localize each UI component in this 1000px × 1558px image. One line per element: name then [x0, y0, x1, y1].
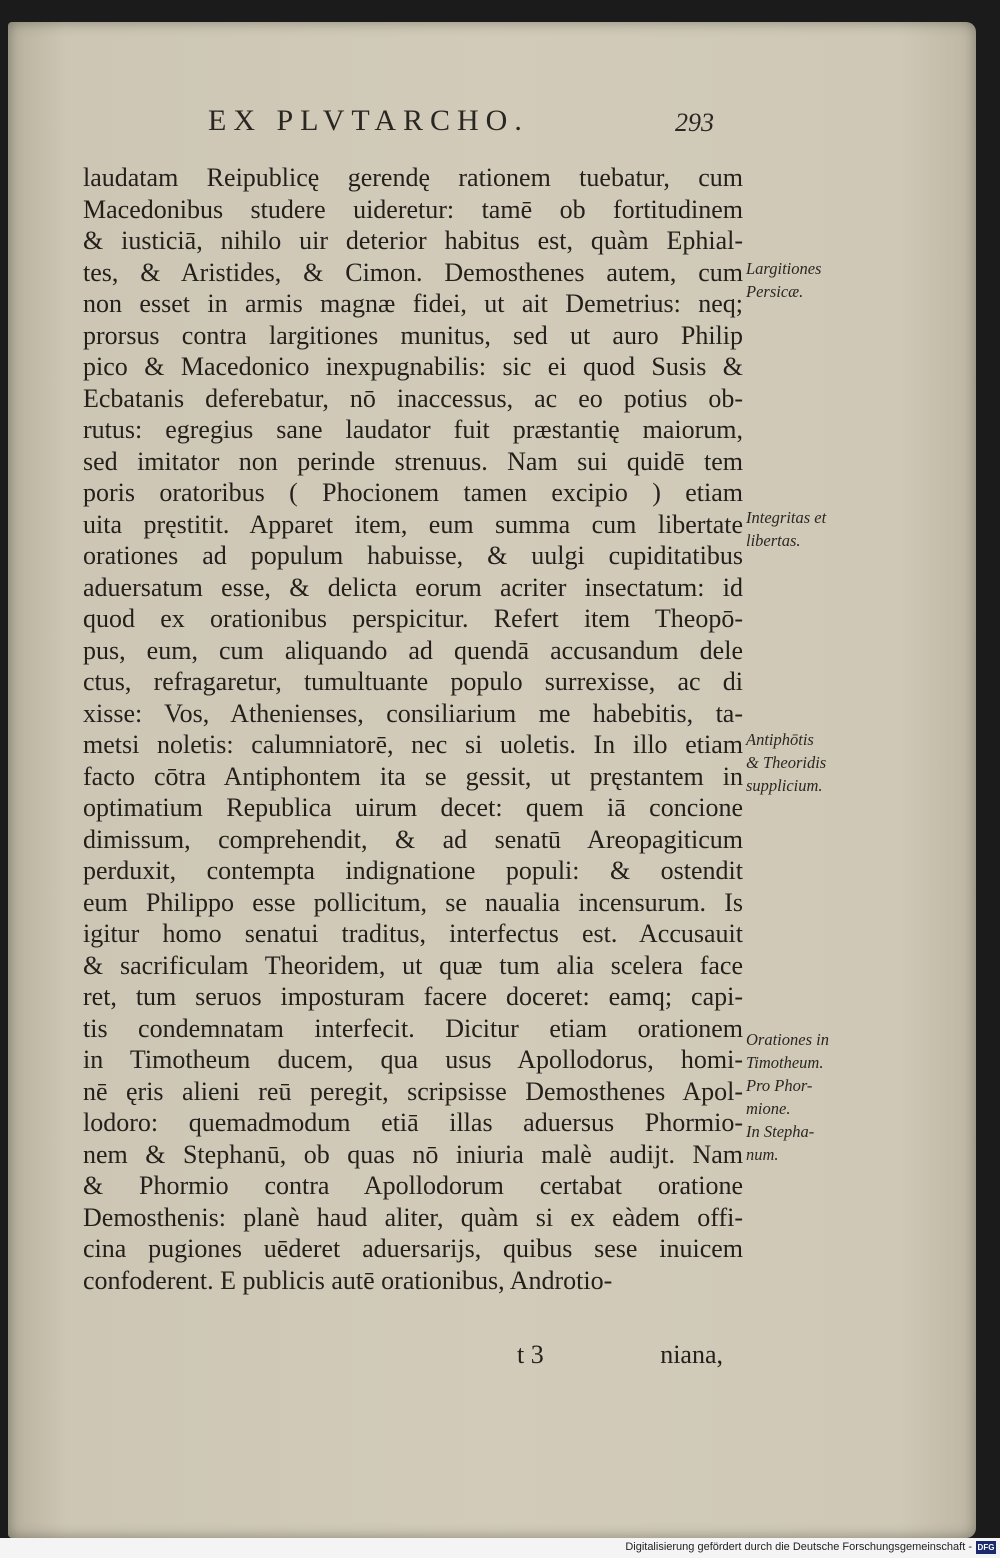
signature-mark: t 3: [517, 1340, 544, 1369]
text-line: nem & Stephanū, ob quas nō iniuria malè audijt. Nam: [83, 1139, 743, 1169]
funding-credit: Digitalisierung gefördert durch die Deutsche Forschungsgemeinschaft -: [625, 1541, 972, 1553]
margin-note-line: Integritas et: [746, 508, 827, 527]
text-line: sed imitator non perinde strenuus. Nam sui quidē tem: [83, 446, 743, 476]
text-line: pico & Macedonico inexpugnabilis: sic ei quod Susis &: [83, 352, 743, 381]
text-line: aduersatum esse, & delicta eorum acriter insectatum: id: [83, 572, 743, 602]
text-line: poris oratoribus ( Phocionem tamen excipio ) etiam: [83, 478, 743, 507]
book-page: [8, 22, 976, 1538]
margin-note-line: & Theoridis: [746, 753, 827, 772]
text-line: eum Philippo esse pollicitum, se naualia incensurum. Is: [83, 887, 743, 917]
margin-note-line: num.: [746, 1145, 779, 1164]
text-line: facto cōtra Antiphontem ita se gessit, ut pręstantem in: [83, 761, 743, 791]
text-line: xisse: Vos, Athenienses, consiliarium me habebitis, ta-: [83, 698, 743, 728]
text-line: non esset in armis magnæ fidei, ut ait Demetrius: neq;: [83, 289, 743, 318]
text-line: in Timotheum ducem, qua usus Apollodorus, homi-: [83, 1045, 743, 1074]
text-line: & iusticiā, nihilo uir deterior habitus est, quàm Ephial-: [83, 226, 743, 255]
text-line: ctus, refragaretur, tumultuante populo surrexisse, ac di: [83, 667, 743, 696]
text-line: lodoro: quemadmodum etiā illas aduersus Phormio-: [83, 1108, 743, 1137]
margin-note-line: supplicium.: [746, 776, 823, 795]
footer-bar: [0, 1538, 1000, 1558]
text-line: uita pręstitit. Apparet item, eum summa cum libertate: [83, 509, 743, 539]
margin-note-line: Antiphōtis: [746, 730, 814, 749]
text-line: nē ęris alieni reū peregit, scripsisse Demosthenes Apol-: [83, 1076, 743, 1106]
running-head: EX PLVTARCHO.: [208, 104, 529, 137]
text-line: & Phormio contra Apollodorum certabat oratione: [83, 1171, 743, 1200]
text-line: Macedonibus studere uideretur: tamē ob fortitudinem: [83, 194, 743, 224]
margin-note-line: Timotheum.: [746, 1053, 824, 1072]
main-text-block: [83, 162, 743, 1296]
text-line: & sacrificulam Theoridem, ut quæ tum alia scelera face: [83, 950, 743, 980]
text-line: igitur homo senatui traditus, interfectus est. Accusauit: [83, 919, 743, 948]
margin-note-line: In Stepha-: [746, 1122, 815, 1141]
text-line: orationes ad populum habuisse, & uulgi cupiditatibus: [83, 541, 743, 570]
catchword: niana,: [660, 1340, 723, 1369]
text-line: quod ex orationibus perspicitur. Refert item Theopō-: [83, 604, 743, 633]
margin-note-line: Persicæ.: [746, 282, 804, 301]
text-line: tes, & Aristides, & Cimon. Demosthenes autem, cum: [83, 257, 743, 287]
text-line: prorsus contra largitiones munitus, sed ut auro Philip: [83, 320, 743, 350]
margin-note-largitiones: [746, 257, 876, 303]
margin-note-antiphontis: [746, 728, 876, 797]
text-line: cina pugiones uēderet aduersarijs, quibus sese inuicem: [83, 1234, 743, 1263]
text-line: perduxit, contempta indignatione populi: & ostendit: [83, 856, 743, 885]
text-line: optimatium Republica uirum decet: quem iā concione: [83, 793, 743, 822]
text-line: pus, eum, cum aliquando ad quendā accusandum dele: [83, 635, 743, 665]
text-line: metsi noletis: calumniatorē, nec si uoletis. In illo etiam: [83, 730, 743, 759]
text-line: confoderent. E publicis autē orationibus, Androtio-: [83, 1265, 613, 1295]
text-line: laudatam Reipublicę gerendę rationem tuebatur, cum: [83, 163, 743, 192]
margin-note-line: mione.: [746, 1099, 791, 1118]
page-number: 293: [675, 108, 714, 137]
text-line: tis condemnatam interfecit. Dicitur etiam orationem: [83, 1013, 743, 1043]
text-line: rutus: egregius sane laudator fuit præstantię maiorum,: [83, 415, 743, 444]
text-line: Ecbatanis deferebatur, nō inaccessus, ac eo potius ob-: [83, 383, 743, 413]
margin-note-line: Largitiones: [746, 259, 822, 278]
text-line: dimissum, comprehendit, & ad senatū Areopagiticum: [83, 824, 743, 854]
catchline: [83, 1340, 723, 1372]
margin-note-integritas: [746, 506, 876, 552]
dfg-logo-icon: DFG: [977, 1543, 995, 1552]
margin-note-line: Pro Phor-: [746, 1076, 813, 1095]
margin-note-orationes: [746, 1028, 876, 1166]
text-line: ret, tum seruos imposturam facere doceret: eamq; capi-: [83, 982, 743, 1011]
text-line: Demosthenis: planè haud aliter, quàm si ex eàdem offi-: [83, 1202, 743, 1232]
margin-note-line: Orationes in: [746, 1030, 829, 1049]
margin-note-line: libertas.: [746, 531, 801, 550]
